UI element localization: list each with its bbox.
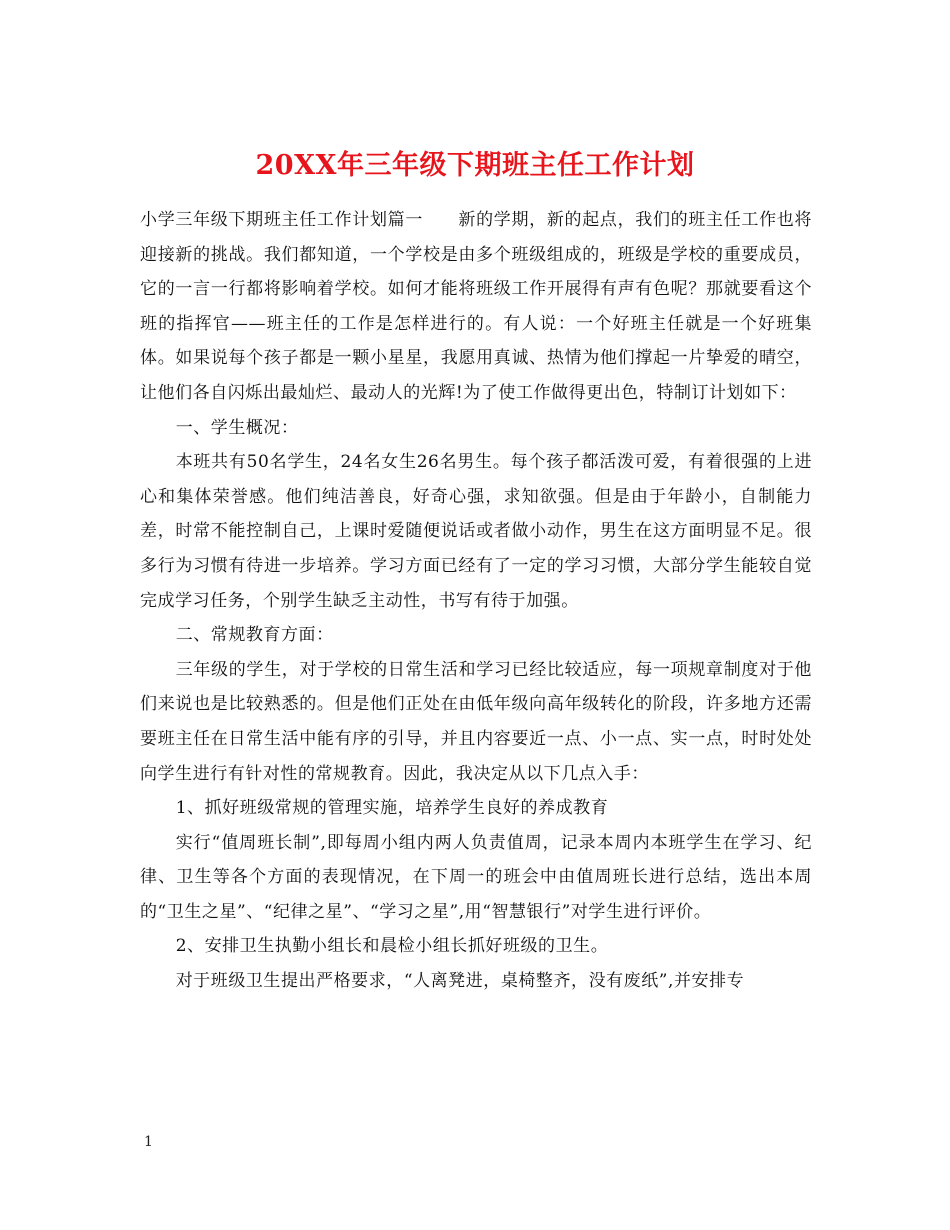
subheading-hygiene: 2、安排卫生执勤小组长和晨检小组长抓好班级的卫生。 [175,936,609,957]
hygiene-paragraph: 对于班级卫生提出严格要求，“人离凳进，桌椅整齐，没有废纸”,并安排专 [175,971,745,992]
intro-paragraph: 小学三年级下期班主任工作计划篇一 新的学期，新的起点，我们的班主任工作也将迎接新的挑战。我们都知道，一个学校是由多个班级组成的，班级是学校的重要成员，它的一言一行都将影响着学校。如何才能将班级工作开展得有声有色呢？那就要看这个班的指挥官——班主任的工作是怎样进行的。有人说：一个好班主任就是一个好班集体。如果说每个孩子都是一颗小星星，我愿用真诚、热情为他们撑起一片挚爱的晴空，让他们各自闪烁出最灿烂、最动人的光辉!为了使工作做得更出色，特制订计划如下： [140,210,812,403]
page-number: 1 [144,1134,153,1150]
subheading-class-management: 1、抓好班级常规的管理实施，培养学生良好的养成教育 [175,798,609,819]
section-heading-routine-education: 二、常规教育方面： [175,625,334,646]
document-title: 20XX年三年级下期班主任工作计划 [255,150,695,182]
duty-monitor-paragraph: 实行“值周班长制”,即每周小组内两人负责值周，记录本周内本班学生在学习、纪律、卫生等各个方面的表现情况，在下周一的班会中由值周班长进行总结，选出本周的“卫生之星”、“纪律之星”、“学习之星”,用“智慧银行”对学生进行评价。 [140,832,812,922]
section-heading-student-overview: 一、学生概况： [175,417,299,438]
student-overview-paragraph: 本班共有50名学生，24名女生26名男生。每个孩子都活泼可爱，有着很强的上进心和集体荣誉感。他们纯洁善良，好奇心强，求知欲强。但是由于年龄小，自制能力差，时常不能控制自己，上课时爱随便说话或者做小动作，男生在这方面明显不足。很多行为习惯有待进一步培养。学习方面已经有了一定的学习习惯，大部分学生能较自觉完成学习任务，个别学生缺乏主动性，书写有待于加强。 [140,452,812,611]
document-body [140,203,812,999]
routine-education-paragraph: 三年级的学生，对于学校的日常生活和学习已经比较适应，每一项规章制度对于他们来说也是比较熟悉的。但是他们正处在由低年级向高年级转化的阶段，许多地方还需要班主任在日常生活中能有序的引导，并且内容要近一点、小一点、实一点，时时处处向学生进行有针对性的常规教育。因此，我决定从以下几点入手： [140,659,812,784]
